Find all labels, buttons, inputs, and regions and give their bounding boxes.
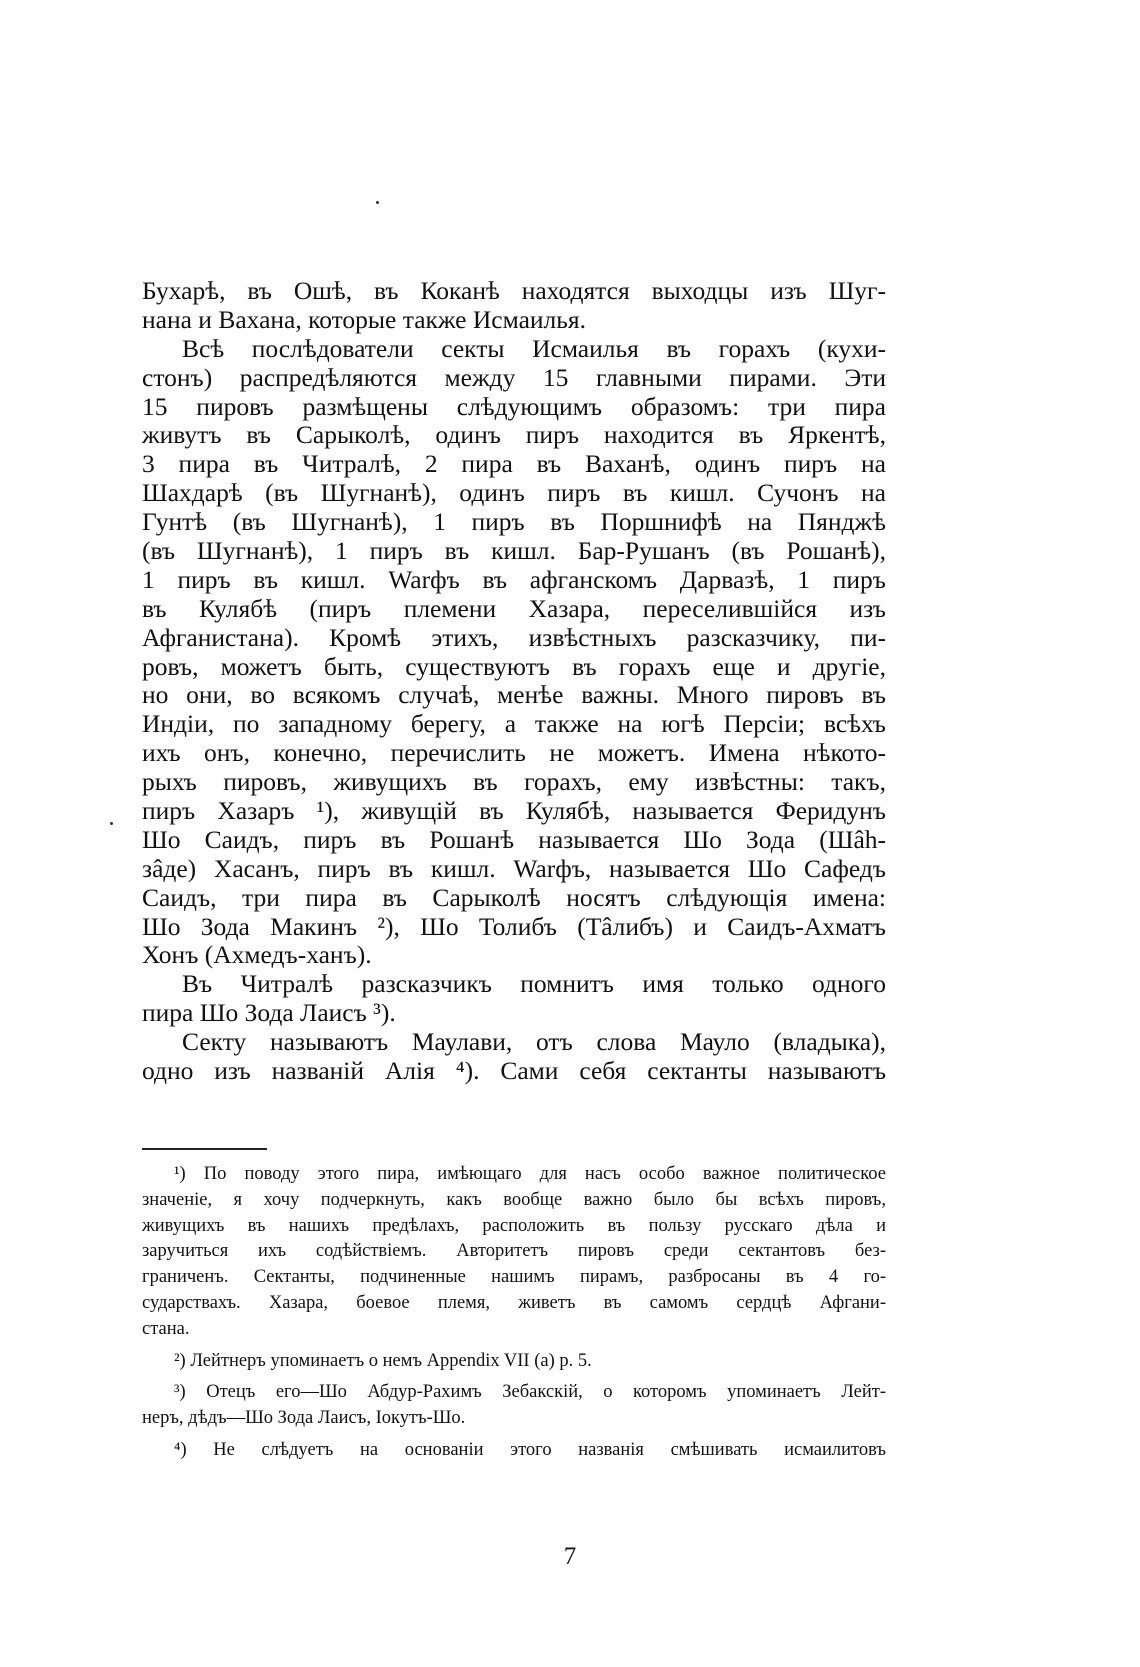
- text-line: Шахдарѣ (въ Шугнанѣ), одинъ пиръ въ кишл. Сучонъ на: [142, 479, 886, 508]
- text-line: живутъ въ Сарыколѣ, одинъ пиръ находится въ Яркентѣ,: [142, 421, 886, 450]
- scan-speck: [110, 822, 113, 825]
- text-line: 15 пировъ размѣщены слѣдующимъ образомъ: три пира: [142, 392, 886, 421]
- text-line: Всѣ послѣдователи секты Исмаилья въ горахъ (кухи-: [182, 334, 886, 363]
- text-line: пира Шо Зода Лаисъ ³).: [142, 999, 396, 1028]
- footnote-line: граниченъ. Сектанты, подчиненные нашимъ пирамъ, разбросаны въ 4 го-: [142, 1267, 886, 1288]
- text-line: въ Кулябѣ (пиръ племени Хазара, переселившійся изъ: [142, 594, 886, 623]
- text-line: Въ Читралѣ разсказчикъ помнитъ имя только одного: [182, 970, 886, 999]
- text-line: Шо Саидъ, пиръ въ Рошанѣ называется Шо Зода (Шâh-: [142, 825, 886, 854]
- text-line: Секту называютъ Маулави, отъ слова Мауло (владыка),: [182, 1028, 886, 1057]
- text-line: стонъ) распредѣляются между 15 главными пирами. Эти: [142, 363, 886, 392]
- text-line: одно изъ названій Алія ⁴). Сами себя сектанты называютъ: [142, 1057, 886, 1086]
- footnote-line: живущихъ въ нашихъ предѣлахъ, расположить въ пользу русскаго дѣла и: [142, 1215, 886, 1236]
- footnote-line: ²) Лейтнеръ упоминаетъ о немъ Appendix VII (a) p. 5.: [174, 1350, 592, 1371]
- text-line: Гунтѣ (въ Шугнанѣ), 1 пиръ въ Поршнифѣ на Пянджѣ: [142, 508, 886, 537]
- footnote-line: сударствахъ. Хазара, боевое племя, живетъ въ самомъ сердцѣ Афгани-: [142, 1292, 886, 1313]
- footnotes: [142, 1162, 886, 1464]
- text-line: Индіи, по западному берегу, а также на югѣ Персіи; всѣхъ: [142, 710, 886, 739]
- text-line: ровъ, можетъ быть, существуютъ въ горахъ еще и другіе,: [142, 652, 886, 681]
- text-line: Бухарѣ, въ Ошѣ, въ Коканѣ находятся выходцы изъ Шуг-: [142, 277, 886, 305]
- text-line: но они, во всякомъ случаѣ, менѣе важны. Много пировъ въ: [142, 681, 886, 710]
- text-line: пиръ Хазаръ ¹), живущій въ Кулябѣ, называется Феридунъ: [142, 797, 886, 826]
- footnote-line: ⁴) Не слѣдуетъ на основаніи этого названія смѣшивать исмаилитовъ: [174, 1439, 886, 1460]
- text-line: рыхъ пировъ, живущихъ въ горахъ, ему извѣстны: такъ,: [142, 768, 886, 797]
- footnote-line: ³) Отецъ его—Шо Абдур-Рахимъ Зебакскій, о которомъ упоминаетъ Лейт-: [174, 1382, 886, 1403]
- footnote-line: стана.: [142, 1318, 190, 1339]
- footnote-line: значеніе, я хочу подчеркнуть, какъ вообще важно было бы всѣхъ пировъ,: [142, 1189, 886, 1210]
- text-line: нана и Вахана, которые также Исмаилья.: [142, 305, 586, 334]
- text-line: Саидъ, три пира въ Сарыколѣ носятъ слѣдующія имена:: [142, 883, 886, 912]
- page-number: 7: [563, 1543, 577, 1570]
- text-line: (въ Шугнанѣ), 1 пиръ въ кишл. Бар-Рушанъ (въ Рошанѣ),: [142, 537, 886, 566]
- footnote-divider: [142, 1148, 267, 1150]
- footnote-line: неръ, дѣдъ—Шо Зода Лаисъ, Іокутъ-Шо.: [142, 1408, 466, 1429]
- text-line: Хонъ (Ахмедъ-ханъ).: [142, 941, 372, 970]
- text-line: зâде) Хасанъ, пиръ въ кишл. Warфъ, называется Шо Сафедъ: [142, 854, 886, 883]
- text-line: Афганистана). Кромѣ этихъ, извѣстныхъ разсказчику, пи-: [142, 623, 886, 652]
- scan-speck: [376, 201, 379, 204]
- footnote-line: ¹) По поводу этого пира, имѣющаго для насъ особо важное политическое: [174, 1164, 886, 1184]
- text-line: 1 пиръ въ кишл. Warфъ въ афганскомъ Дарвазѣ, 1 пиръ: [142, 565, 886, 594]
- text-line: Шо Зода Макинъ ²), Шо Толибъ (Тâлибъ) и Саидъ-Ахматъ: [142, 912, 886, 941]
- text-line: 3 пира въ Читралѣ, 2 пира въ Ваханѣ, одинъ пиръ на: [142, 450, 886, 479]
- footnote-line: заручиться ихъ содѣйствіемъ. Авторитетъ пировъ среди сектантовъ без-: [142, 1241, 886, 1262]
- text-line: ихъ онъ, конечно, перечислить не можетъ. Имена нѣкото-: [142, 739, 886, 768]
- main-text: [142, 277, 886, 1086]
